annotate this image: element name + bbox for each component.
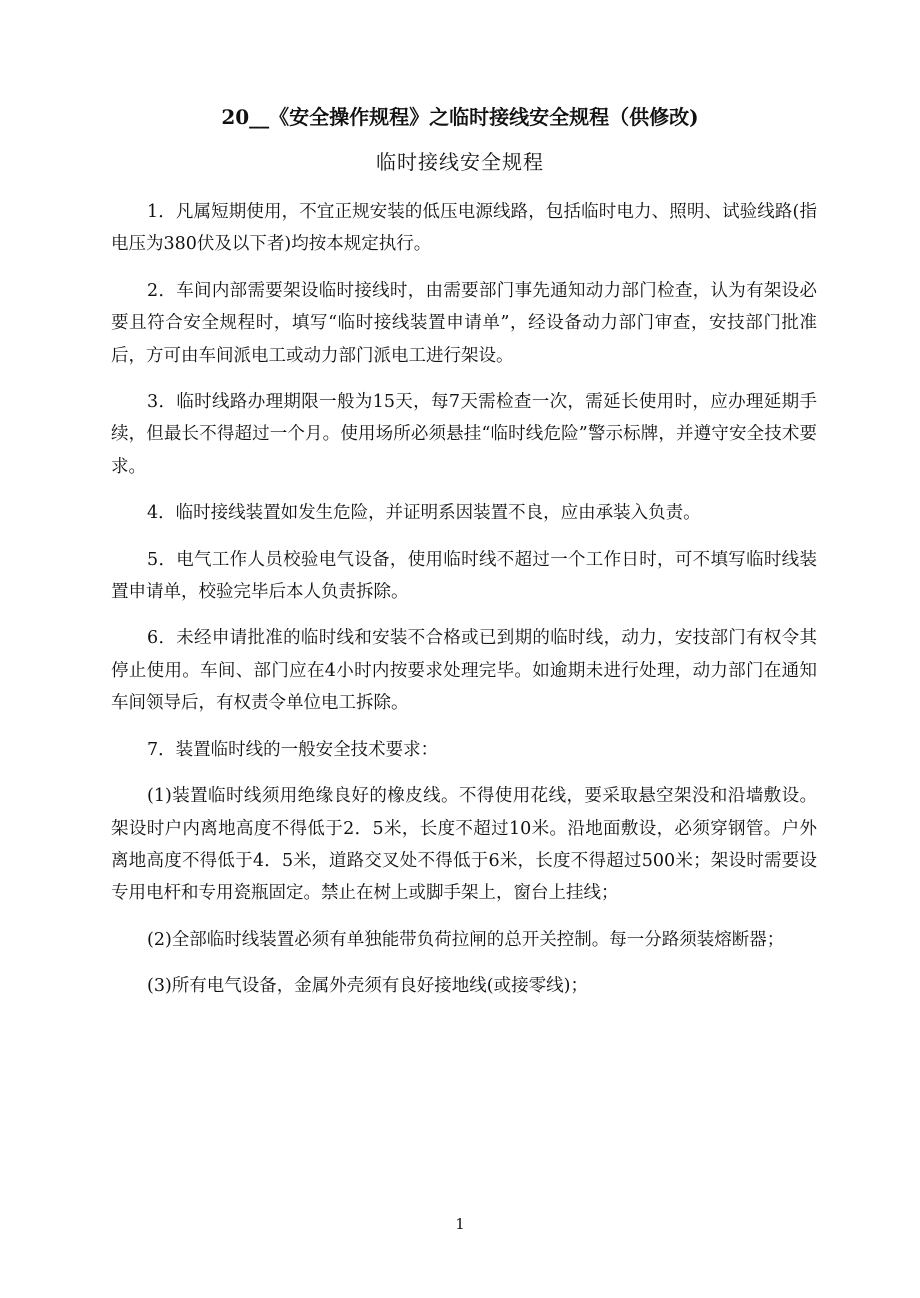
paragraph-7-2: (2)全部临时线装置必须有单独能带负荷拉闸的总开关控制。每一分路须装熔断器； [147, 929, 785, 950]
paragraph-7-3: (3)所有电气设备，金属外壳须有良好接地线(或接零线)； [147, 976, 588, 997]
paragraph-7: 7．装置临时线的一般安全技术要求： [147, 739, 439, 760]
paragraph-4: 4．临时接线装置如发生危险，并证明系因装置不良，应由承装入负责。 [147, 503, 701, 524]
paragraph-2: 2．车间内部需要架设临时接线时，由需要部门事先通知动力部门检查，认为有架设必要且符合安全规程时，填写“临时接线装置申请单”，经设备动力部门审查，安技部门批准后，方可由车间派电工或动力部门派电工进行架设。 [111, 280, 817, 366]
paragraph-5: 5．电气工作人员校验电气设备，使用临时线不超过一个工作日时，可不填写临时线装置申请单，校验完毕后本人负责拆除。 [111, 549, 817, 603]
document-body [111, 196, 817, 1017]
page-number: 1 [455, 1215, 465, 1233]
paragraph-3: 3．临时线路办理期限一般为15天，每7天需检查一次，需延长使用时，应办理延期手续，但最长不得超过一个月。使用场所必须悬挂“临时线危险”警示标牌，并遵守安全技术要求。 [111, 392, 817, 477]
paragraph-6: 6．未经申请批准的临时线和安装不合格或已到期的临时线，动力，安技部门有权令其停止使用。车间、部门应在4小时内按要求处理完毕。如逾期未进行处理，动力部门在通知车间领导后，有权责令单位电工拆除。 [111, 628, 817, 714]
document-title: 20__《安全操作规程》之临时接线安全规程（供修改) [221, 105, 699, 129]
paragraph-1: 1．凡属短期使用，不宜正规安装的低压电源线路，包括临时电力、照明、试验线路(指电压为380伏及以下者)均按本规定执行。 [111, 202, 817, 255]
document-subtitle: 临时接线安全规程 [376, 150, 544, 174]
paragraph-7-1: (1)装置临时线须用绝缘良好的橡皮线。不得使用花线，要采取悬空架没和沿墙敷设。架设时户内离地高度不得低于2．5米，长度不超过10米。沿地面敷设，必须穿钢管。户外离地高度不得低于4．5米，道路交叉处不得低于6米，长度不得超过500米；架设时需要设专用电杆和专用瓷瓶固定。禁止在树上或脚手架上，窗台上挂线； [111, 786, 817, 904]
